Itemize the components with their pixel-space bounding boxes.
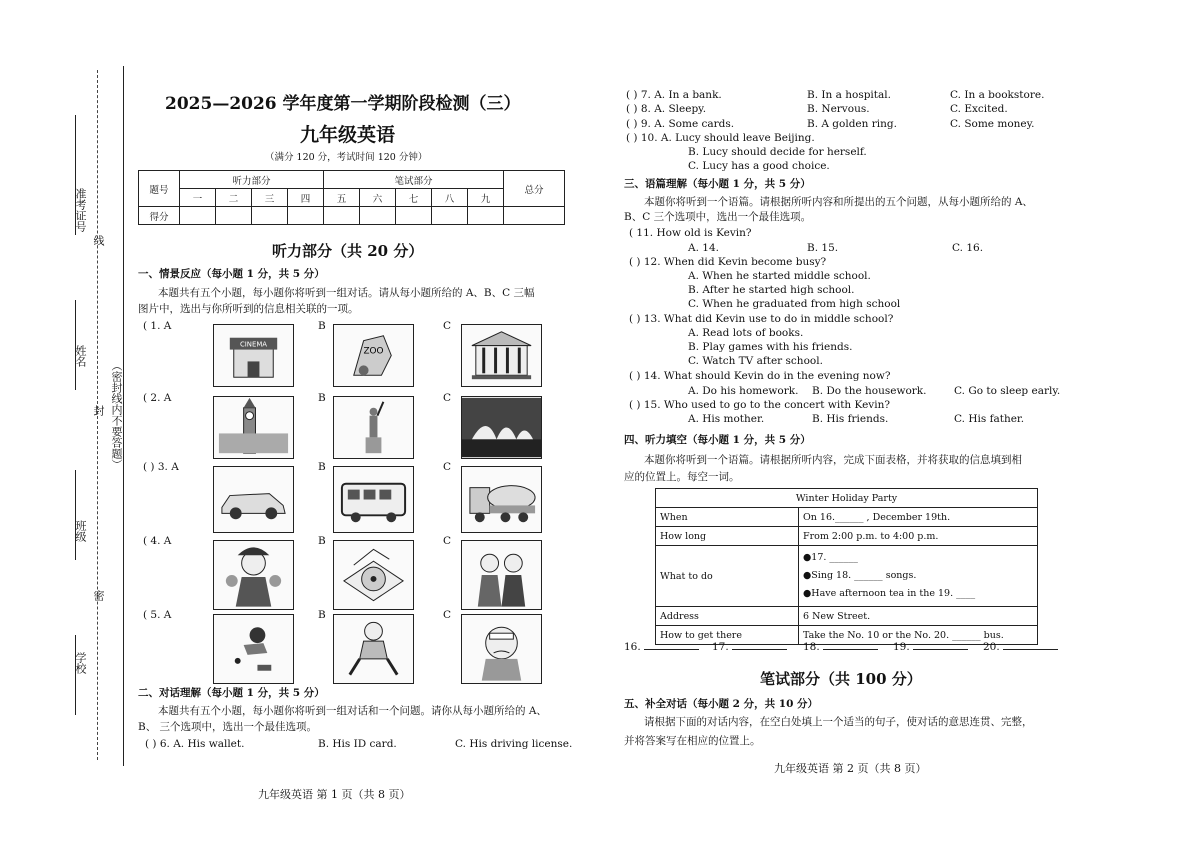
score-cell[interactable] [468,207,504,225]
score-cell[interactable] [252,207,288,225]
score-cell[interactable] [216,207,252,225]
how-long-label: How long [656,527,799,546]
score-cell[interactable] [360,207,396,225]
boy-sitting-icon[interactable] [333,614,414,684]
q12-option-b: B. After he started high school. [688,284,855,296]
option-c-label: C [443,535,452,547]
part1-instr-2: 图片中，选出与你所听到的信息相关联的一项。 [138,303,359,315]
score-table-written: 笔试部分 [324,171,504,189]
q14-question: ( ) 14. What should Kevin do in the evening now? [629,370,891,382]
svg-text:ZOO: ZOO [363,346,384,357]
q12-question: ( ) 12. When did Kevin become busy? [629,256,827,268]
score-table-total: 总分 [504,171,565,207]
score-col: 四 [288,189,324,207]
truck-icon[interactable] [461,466,542,533]
q6-option-c: C. His driving license. [455,738,573,750]
address-label: Address [656,607,799,626]
answer-17[interactable]: 17. [712,641,787,654]
score-col: 三 [252,189,288,207]
part1-title: 一、情景反应（每小题 1 分，共 5 分） [138,268,325,280]
couple-icon[interactable] [461,540,542,610]
party-table-title: Winter Holiday Party [656,489,1038,508]
cinema-icon[interactable] [213,324,294,387]
score-cell[interactable] [396,207,432,225]
seal-char-mi: 密 [92,590,105,601]
option-b-label: B [318,535,326,547]
option-b-label: B [318,609,326,621]
what-label: What to do [656,546,799,607]
part2-instr-2: B、 三个选项中，选出一个最佳选项。 [138,721,318,733]
q13-option-b: B. Play games with his friends. [688,341,853,353]
score-col: 二 [216,189,252,207]
q15-question: ( ) 15. Who used to go to the concert with Kevin? [629,399,890,411]
page2-footer: 九年级英语 第 2 页（共 8 页） [774,762,927,775]
opera-singer-icon[interactable] [213,540,294,610]
q4-label: ( 4. A [143,535,172,547]
cd-player-icon[interactable] [333,540,414,610]
q11-option-c: C. 16. [952,242,984,254]
answer-16[interactable]: 16. [624,641,699,654]
sick-child-icon[interactable] [461,614,542,684]
school-label: 学校 [74,652,87,674]
score-col: 六 [360,189,396,207]
bus-icon[interactable] [333,466,414,533]
q9-option-b: B. A golden ring. [807,118,897,130]
part5-title: 五、补全对话（每小题 2 分，共 10 分） [624,698,819,710]
q13-option-c: C. Watch TV after school. [688,355,823,367]
get-there-value[interactable]: Take the No. 10 or the No. 20. ______ bus. [799,626,1038,645]
score-col: 九 [468,189,504,207]
part4-title: 四、听力填空（每小题 1 分，共 5 分） [624,434,811,446]
q9-option-a: ( ) 9. A. Some cards. [626,118,735,130]
q10-option-b: B. Lucy should decide for herself. [688,146,867,158]
q12-option-c: C. When he graduated from high school [688,298,901,310]
q3-label: ( ) 3. A [143,461,179,473]
q11-option-b: B. 15. [807,242,839,254]
exam-title: 2025—2026 学年度第一学期阶段检测（三） [165,94,521,114]
score-cell[interactable] [324,207,360,225]
part4-instr-2: 应的位置上。每空一词。 [624,471,740,483]
what-item-18[interactable]: ●Sing 18. ______ songs. [803,570,917,581]
part4-instr-1: 本题你将听到一个语篇。请根据所听内容，完成下面表格，并将获取的信息填到相 [644,454,1022,466]
option-b-label: B [318,320,326,332]
q6-option-b: B. His ID card. [318,738,397,750]
svg-text:CINEMA: CINEMA [239,340,268,349]
option-c-label: C [443,609,452,621]
score-col: 八 [432,189,468,207]
q15-option-c: C. His father. [954,413,1025,425]
big-ben-icon[interactable] [213,396,294,459]
score-table [138,170,565,225]
part3-instr-2: B、C 三个选项中，选出一个最佳选项。 [624,211,812,223]
part3-title: 三、语篇理解（每小题 1 分，共 5 分） [624,178,811,190]
q12-option-a: A. When he started middle school. [688,270,871,282]
exam-id-label: 准考证号 [74,188,87,232]
opera-house-icon[interactable] [461,396,542,459]
car-icon[interactable] [213,466,294,533]
q13-option-a: A. Read lots of books. [688,327,804,339]
option-b-label: B [318,392,326,404]
exam-subtitle: 九年级英语 [300,124,396,146]
option-c-label: C [443,461,452,473]
q10-option-a: ( ) 10. A. Lucy should leave Beijing. [626,132,815,144]
mess-icon[interactable] [213,614,294,684]
score-cell[interactable] [288,207,324,225]
score-row-label: 得分 [139,207,180,225]
score-col: 七 [396,189,432,207]
score-table-listening: 听力部分 [180,171,324,189]
zoo-icon[interactable] [333,324,414,387]
what-values [799,546,1038,607]
school-blank[interactable] [75,635,76,715]
how-long-value: From 2:00 p.m. to 4:00 p.m. [799,527,1038,546]
seal-note: （密封线内不要答题） [110,360,123,470]
part3-instr-1: 本题你将听到一个语篇。请根据所听内容和所提出的五个问题，从每小题所给的 A、 [644,196,1033,208]
seal-char-xian: 线 [92,235,105,246]
q7-option-a: ( ) 7. A. In a bank. [626,89,722,101]
q8-option-b: B. Nervous. [807,103,870,115]
option-b-label: B [318,461,326,473]
q14-option-a: A. Do his homework. [688,385,799,397]
part2-title: 二、对话理解（每小题 1 分，共 5 分） [138,687,325,699]
address-value: 6 New Street. [799,607,1038,626]
part5-instr-2: 并将答案写在相应的位置上。 [624,735,761,747]
score-cell[interactable] [504,207,565,225]
score-cell[interactable] [180,207,216,225]
q7-option-b: B. In a hospital. [807,89,891,101]
q9-option-c: C. Some money. [950,118,1035,130]
score-table-head: 题号 [139,171,180,207]
q11-question: ( 11. How old is Kevin? [629,227,752,239]
answer-18[interactable]: 18. [803,641,878,654]
written-heading: 笔试部分（共 100 分） [760,670,922,688]
score-cell[interactable] [432,207,468,225]
seal-char-feng: 封 [92,405,105,416]
page1-footer: 九年级英语 第 1 页（共 8 页） [258,788,411,801]
part5-instr-1: 请根据下面的对话内容，在空白处填上一个适当的句子，使对话的意思连贯、完整， [644,716,1033,728]
listening-heading: 听力部分（共 20 分） [272,242,424,260]
class-blank[interactable] [75,470,76,560]
q11-option-a: A. 14. [688,242,719,254]
statue-of-liberty-icon[interactable] [333,396,414,459]
answer-20[interactable]: 20. [983,641,1058,654]
q6-option-a: ( ) 6. A. His wallet. [145,738,245,750]
what-item-19[interactable]: ●Have afternoon tea in the 19. ____ [803,588,976,599]
party-table [655,488,1038,645]
q15-option-b: B. His friends. [812,413,889,425]
q5-label: ( 5. A [143,609,172,621]
q10-option-c: C. Lucy has a good choice. [688,160,830,172]
class-label: 班级 [74,520,87,542]
answer-19[interactable]: 19. [893,641,968,654]
q14-option-c: C. Go to sleep early. [954,385,1061,397]
option-c-label: C [443,320,452,332]
q8-option-a: ( ) 8. A. Sleepy. [626,103,707,115]
q1-label: ( 1. A [143,320,172,332]
q15-option-a: A. His mother. [688,413,765,425]
what-item-17[interactable]: ●17. ______ [803,552,858,563]
part1-instr-1: 本题共有五个小题，每小题你将听到一组对话。请从每小题所给的 A、B、C 三幅 [158,287,535,299]
when-value[interactable]: On 16.______ , December 19th. [799,508,1038,527]
score-col: 五 [324,189,360,207]
q7-option-c: C. In a bookstore. [950,89,1045,101]
get-there-label: How to get there [656,626,799,645]
q14-option-b: B. Do the housework. [812,385,927,397]
museum-icon[interactable] [461,324,542,387]
name-label: 姓名 [74,345,87,367]
q13-question: ( ) 13. What did Kevin use to do in middle school? [629,313,894,325]
option-c-label: C [443,392,452,404]
part2-instr-1: 本题共有五个小题，每小题你将听到一组对话和一个问题。请你从每小题所给的 A、 [158,705,547,717]
q8-option-c: C. Excited. [950,103,1008,115]
score-col: 一 [180,189,216,207]
q2-label: ( 2. A [143,392,172,404]
when-label: When [656,508,799,527]
exam-info: （满分 120 分，考试时间 120 分钟） [265,152,428,163]
